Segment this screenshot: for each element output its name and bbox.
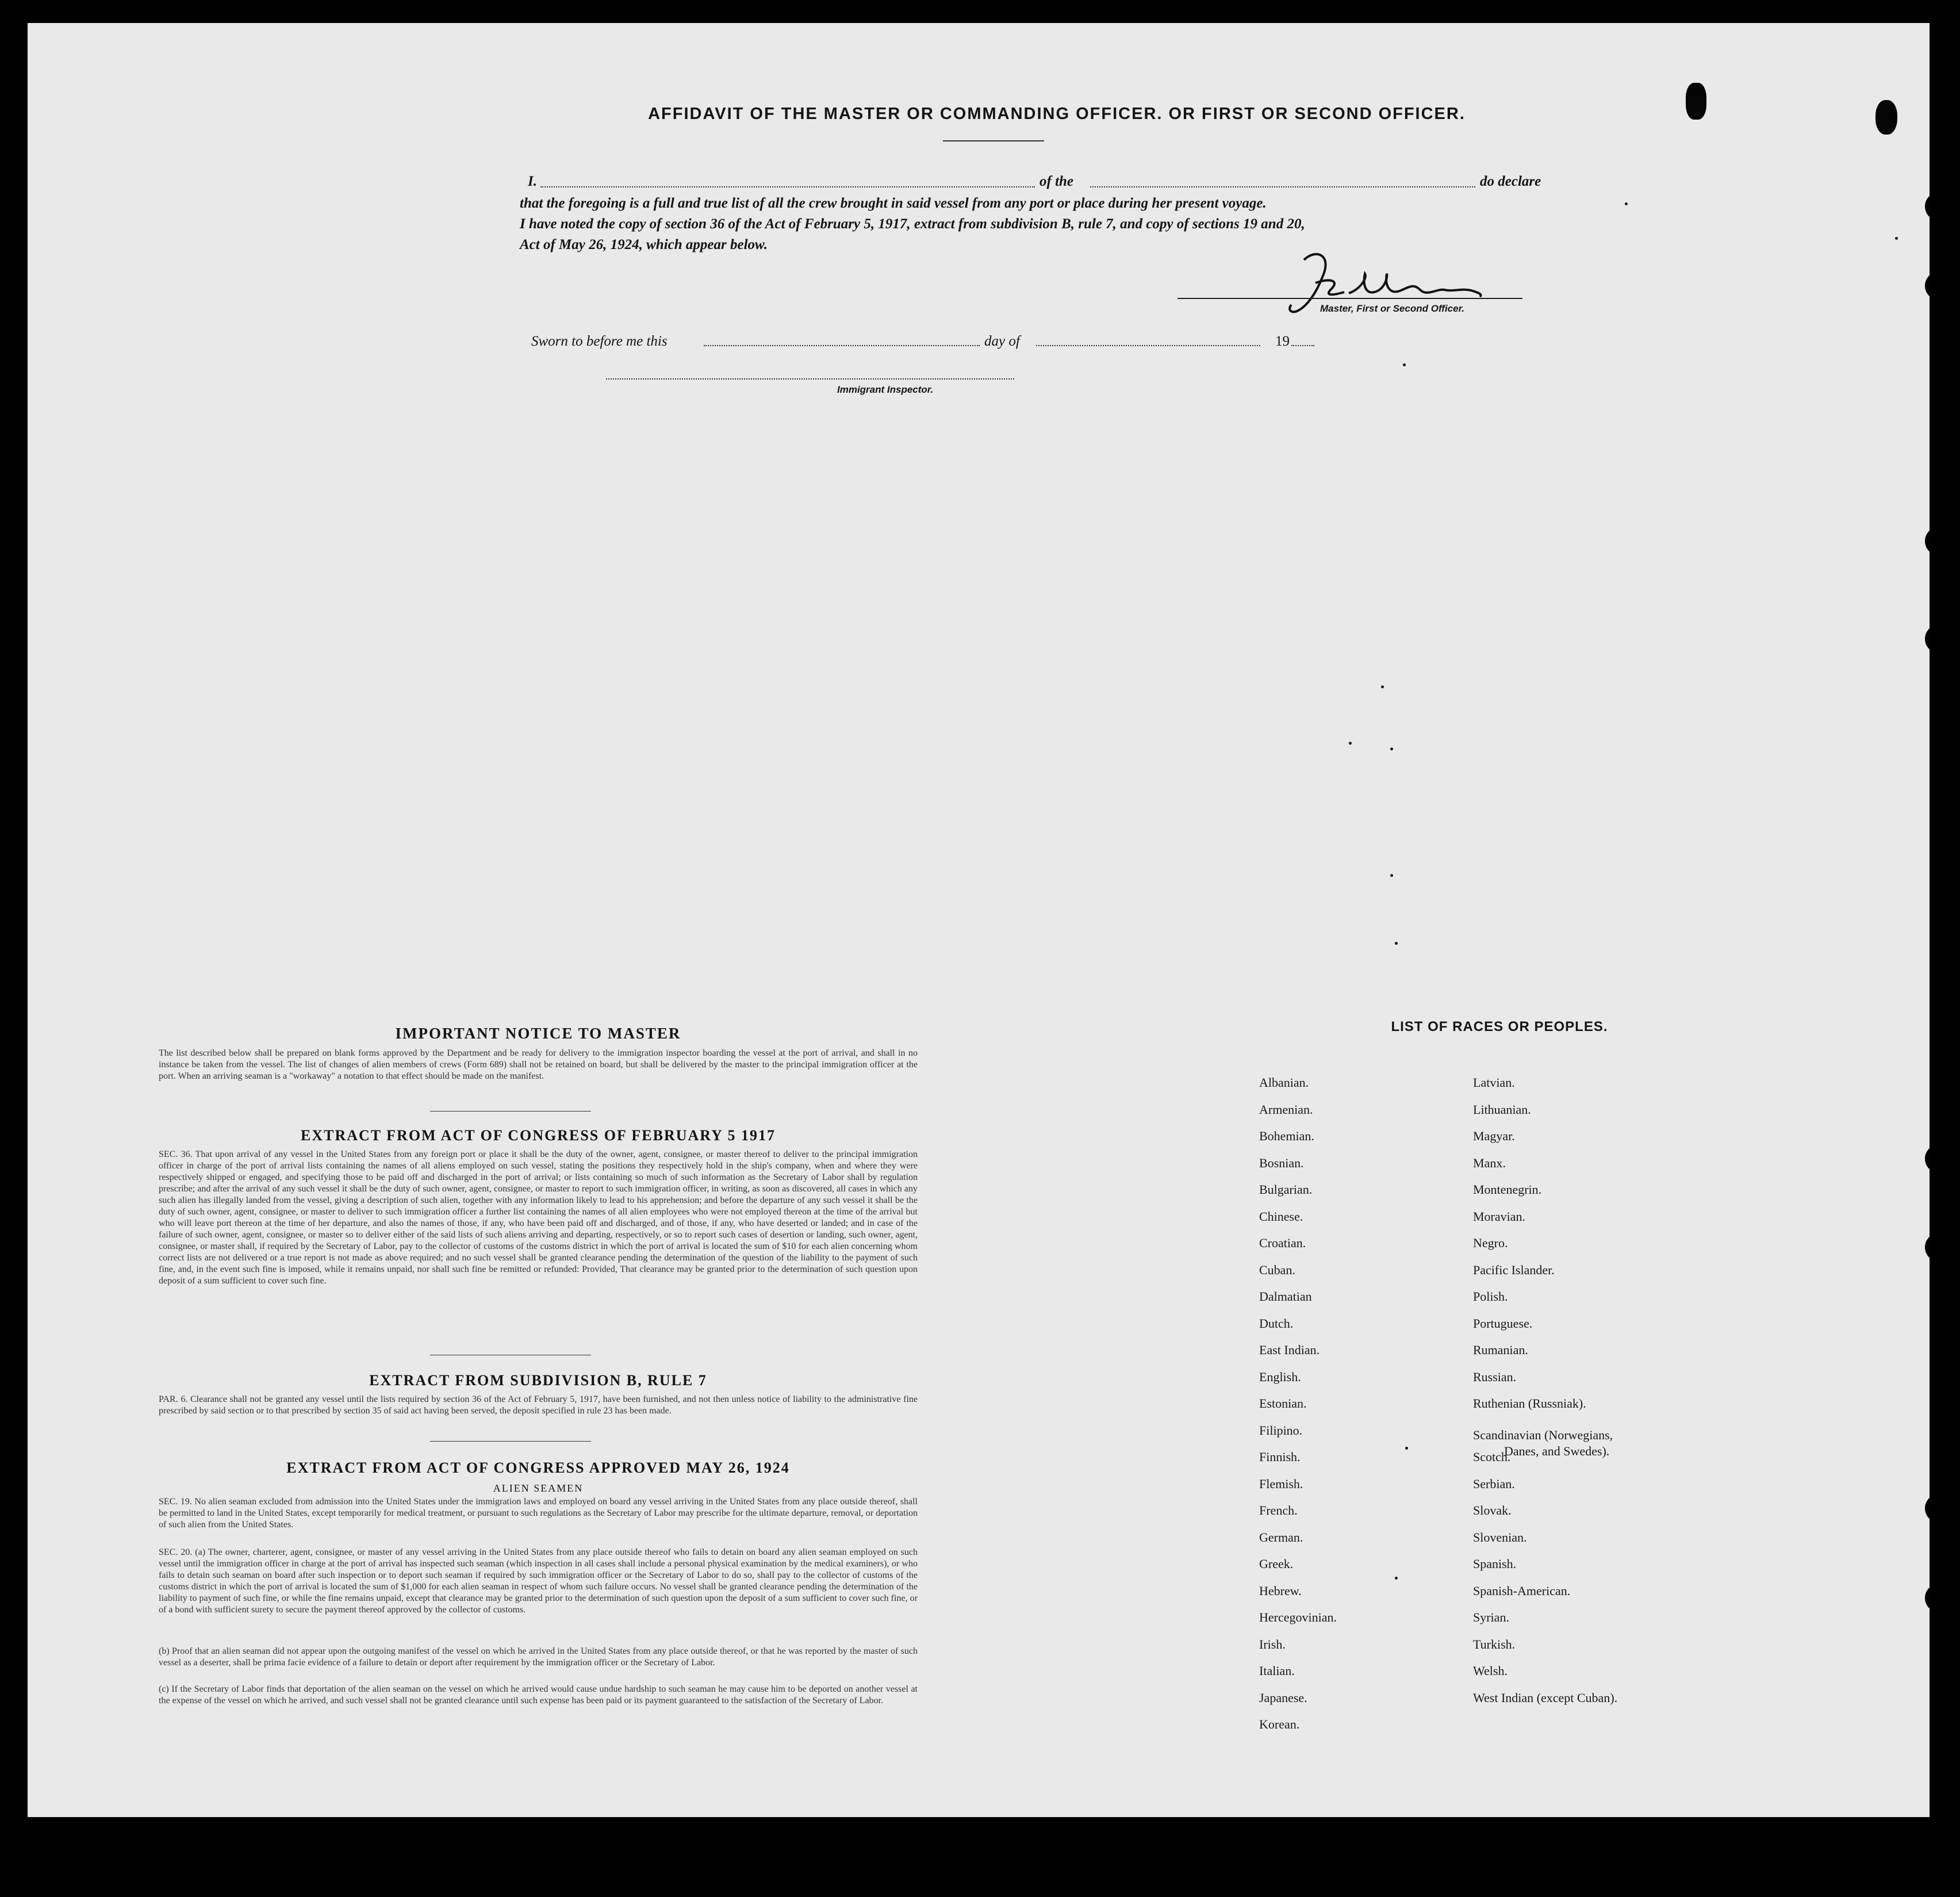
race-item: Spanish.	[1473, 1557, 1517, 1571]
race-item: Lithuanian.	[1473, 1102, 1531, 1117]
race-item: Scotch.	[1473, 1450, 1511, 1464]
speck	[1895, 237, 1898, 240]
race-item: Serbian.	[1473, 1476, 1515, 1491]
year-blank	[1291, 345, 1314, 346]
inspector-caption: Immigrant Inspector.	[837, 384, 934, 395]
race-item: Filipino.	[1259, 1423, 1303, 1438]
signature-line	[1177, 298, 1522, 299]
binder-hole	[1925, 1144, 1930, 1173]
declaration-line-2: that the foregoing is a full and true list of all the crew brought in said vessel from any port or place during her present voyage.	[520, 196, 1267, 211]
binder-hole	[1925, 192, 1930, 221]
race-item: Estonian.	[1259, 1396, 1307, 1411]
race-item: Rumanian.	[1473, 1343, 1528, 1357]
race-item: English.	[1259, 1369, 1301, 1384]
extract-1924-sec19: SEC. 19. No alien seaman excluded from admission into the United States under the immigration laws and employed on board any vessel arriving in the United States from any place outside thereof, shall be permitted to land in the United States, except temporarily for medical treatment, or pursuant to such regulations as the Secretary of Labor may prescribe for the ultimate departure, removal, or deportation of such alien from the United States.	[159, 1497, 918, 1530]
race-item: Bohemian.	[1259, 1129, 1314, 1143]
race-item: Hercegovinian.	[1259, 1610, 1337, 1624]
extract-1924-title: EXTRACT FROM ACT OF CONGRESS APPROVED MAY 26, 1924	[286, 1459, 790, 1476]
race-item: Slovak.	[1473, 1503, 1512, 1517]
race-item: Welsh.	[1473, 1664, 1508, 1678]
binder-hole	[1875, 100, 1897, 135]
race-item: Danes, and Swedes).	[1504, 1443, 1610, 1458]
speck	[1390, 874, 1393, 877]
race-item: Polish.	[1473, 1289, 1508, 1304]
race-item: Dalmatian	[1259, 1289, 1312, 1304]
extract-1924-sec20b: (b) Proof that an alien seaman did not appear upon the outgoing manifest of the vessel on which he arrived in the United States from any place outside thereof, or that he was reported by the master of such vessel as a deserter, shall be prima facie evidence of a failure to detain or deport after requirement by the immigration officer or the Secretary of Labor.	[159, 1646, 918, 1668]
race-item: Portuguese.	[1473, 1316, 1533, 1331]
binder-hole	[1925, 1494, 1930, 1523]
race-item: Syrian.	[1473, 1610, 1509, 1624]
race-item: Flemish.	[1259, 1476, 1303, 1491]
race-item: Irish.	[1259, 1637, 1286, 1651]
race-item: Latvian.	[1473, 1075, 1515, 1090]
race-item: Greek.	[1259, 1557, 1294, 1571]
binder-hole	[1925, 1233, 1930, 1262]
binder-hole	[1925, 624, 1930, 653]
extract-rule7-divider	[430, 1441, 591, 1442]
race-item: German.	[1259, 1530, 1303, 1545]
race-item: Ruthenian (Russniak).	[1473, 1396, 1586, 1411]
race-item: Armenian.	[1259, 1102, 1313, 1117]
race-item: Korean.	[1259, 1717, 1300, 1731]
extract-rule7-text: PAR. 6. Clearance shall not be granted any vessel until the lists required by section 36 of the Act of February 5, 1917, have been furnished, and not then unless notice of liability to the administrative fine prescribed by said section or to that prescribed by section 35 of said act having been served, the deposit specified in rule 23 has been made.	[159, 1394, 918, 1416]
extract-1917-title: EXTRACT FROM ACT OF CONGRESS OF FEBRUARY 5 1917	[301, 1127, 776, 1144]
binder-hole	[1925, 1584, 1930, 1612]
declare-text: do declare	[1480, 174, 1541, 189]
extract-1924-subtitle: ALIEN SEAMEN	[493, 1482, 584, 1494]
race-item: East Indian.	[1259, 1343, 1320, 1357]
race-item: Moravian.	[1473, 1209, 1526, 1224]
vessel-prefix: of the	[1040, 174, 1074, 189]
sworn-month-blank	[1036, 345, 1260, 346]
race-item: Finnish.	[1259, 1450, 1301, 1464]
binder-hole	[1925, 527, 1930, 555]
race-item: Bulgarian.	[1259, 1182, 1313, 1197]
race-item: Slovenian.	[1473, 1530, 1527, 1545]
extract-1917-text: SEC. 36. That upon arrival of any vessel in the United States from any foreign port or place it shall be the duty of the owner, agent, consignee, or master thereof to deliver to the principal immigration officer in charge of the port of arrival lists containing the names of all aliens employed on such vessel, stating the positions they respectively hold in the ship's company, when and where they were respectively shipped or engaged, and specifying those to be paid off and discharged in the port of arrival; or lists containing so much of such information as the Secretary of Labor shall by regulation prescribe; and after the arrival of any such vessel it shall be the duty of such owner, agent, consignee, or master to report to such immigration officer, in writing, as soon as discovered, all cases in which any such alien has illegally landed from the vessel, giving a description of such alien, together with any information likely to lead to his apprehension; and before the departure of any such vessel it shall be the duty of such owner, agent, consignee, or master to deliver to such immigration officer a further list containing the names of all alien employees who were not employed thereon at the time of the arrival but who will leave port thereon at the time of her departure, and also the names of those, if any, who have been paid off and discharged, and of those, if any, who have deserted or landed; and in case of the failure of such owner, agent, consignee, or master so to deliver either of the said lists of such aliens arriving and departing, respectively, or so to report such cases of desertion or landing, such owner, agent, consignee, or master shall, if required by the Secretary of Labor, pay to the collector of customs of the customs district in which the port of arrival is located the sum of $10 for each alien concerning whom correct lists are not delivered or a true report is not made as above required; and no such vessel shall be granted clearance pending the determination of the question of the liability to the payment of such fine, and, in the event such fine is imposed, while it remains unpaid, nor shall such fine be remitted or refunded: Provided, That clearance may be granted prior to the determination of such question upon deposit of a sum sufficient to cover such fine.	[159, 1149, 918, 1286]
signature-caption: Master, First or Second Officer.	[1320, 303, 1464, 314]
race-item: West Indian (except Cuban).	[1473, 1690, 1618, 1705]
race-item: Hebrew.	[1259, 1583, 1302, 1598]
declaration-line-4: Act of May 26, 1924, which appear below.	[520, 237, 768, 252]
extract-rule7-title: EXTRACT FROM SUBDIVISION B, RULE 7	[369, 1372, 707, 1389]
speck	[1403, 363, 1406, 366]
declaration-line-3: I have noted the copy of section 36 of the Act of February 5, 1917, extract from subdivision B, rule 7, and copy of sections 19 and 20,	[520, 216, 1305, 232]
sworn-text: Sworn to before me this	[531, 334, 668, 349]
notice-divider	[430, 1111, 591, 1112]
speck	[1395, 942, 1398, 945]
extract-1924-sec20c: (c) If the Secretary of Labor finds that deportation of the alien seaman on the vessel on which he arrived would cause undue hardship to such seaman he may cause him to be deported on another vessel at the expense of the vessel on which he arrived, and such vessel shall not be granted clearance until such expense has been paid or its payment guaranteed to the satisfaction of the Secretary of Labor.	[159, 1684, 918, 1706]
affidavit-title: AFFIDAVIT OF THE MASTER OR COMMANDING OFFICER. OR FIRST OR SECOND OFFICER.	[648, 105, 1466, 123]
speck	[1625, 202, 1628, 205]
race-item: French.	[1259, 1503, 1298, 1517]
year-prefix: 19	[1275, 334, 1290, 349]
race-item: Russian.	[1473, 1369, 1517, 1384]
document-page	[28, 23, 1930, 1817]
race-item: Magyar.	[1473, 1129, 1515, 1143]
speck	[1349, 742, 1352, 745]
declarant-name-blank	[540, 186, 1035, 187]
inspector-signature-blank	[606, 378, 1014, 380]
race-item: Bosnian.	[1259, 1155, 1304, 1170]
races-title: LIST OF RACES OR PEOPLES.	[1391, 1019, 1608, 1034]
race-item: Turkish.	[1473, 1637, 1516, 1651]
sworn-date-blank	[704, 345, 980, 346]
race-item: Manx.	[1473, 1155, 1506, 1170]
speck	[1405, 1447, 1408, 1450]
race-item: Scandinavian (Norwegians,	[1473, 1427, 1613, 1442]
race-item: Pacific Islander.	[1473, 1262, 1555, 1277]
race-item: Albanian.	[1259, 1075, 1309, 1090]
notice-text: The list described below shall be prepared on blank forms approved by the Department and be ready for delivery to the immigration inspector boarding the vessel at the port of arrival, and shall in no instance be taken from the vessel. The list of changes of alien members of crews (Form 689) shall not be retained on board, but shall be delivered by the master to the principal immigration officer at the port. When an arriving seaman is a "workaway" a notation to that effect should be made on the manifest.	[159, 1048, 918, 1081]
binder-hole	[1686, 83, 1706, 120]
binder-hole	[1925, 271, 1930, 300]
title-underline	[943, 140, 1044, 141]
day-of-text: day of	[984, 334, 1020, 349]
race-item: Spanish-American.	[1473, 1583, 1571, 1598]
speck	[1381, 685, 1384, 688]
race-item: Dutch.	[1259, 1316, 1294, 1331]
race-item: Chinese.	[1259, 1209, 1303, 1224]
notice-title: IMPORTANT NOTICE TO MASTER	[395, 1025, 681, 1042]
declarant-prefix: I.	[528, 174, 537, 189]
speck	[1390, 748, 1393, 750]
race-item: Japanese.	[1259, 1690, 1307, 1705]
race-item: Cuban.	[1259, 1262, 1295, 1277]
speck	[1395, 1577, 1398, 1580]
race-item: Croatian.	[1259, 1236, 1306, 1250]
race-item: Negro.	[1473, 1236, 1508, 1250]
race-item: Italian.	[1259, 1664, 1295, 1678]
race-item: Montenegrin.	[1473, 1182, 1542, 1197]
master-signature	[1195, 237, 1563, 329]
extract-1924-sec20a: SEC. 20. (a) The owner, charterer, agent, consignee, or master of any vessel arriving in the United States from any place outside thereof who fails to detain on board any alien seaman employed on such vessel until the immigration officer in charge at the port of arrival has inspected such seaman (which inspection in all cases shall include a personal physical examination by the medical examiners), or who fails to detain such seaman on board after such inspection or to deport such seaman if required by such immigration officer or the Secretary of Labor to do so, shall pay to the collector of customs of the customs district in which the port of arrival is located the sum of $1,000 for each alien seaman in respect of whom such failure occurs. No vessel shall be granted clearance pending the determination of the liability to payment of such fine, or while the fine remains unpaid, except that clearance may be granted prior to the determination of such question upon the deposit of a sum sufficient to cover such fine, or of a bond with sufficient surety to secure the payment thereof approved by the collector of customs.	[159, 1547, 918, 1615]
vessel-name-blank	[1090, 186, 1475, 187]
